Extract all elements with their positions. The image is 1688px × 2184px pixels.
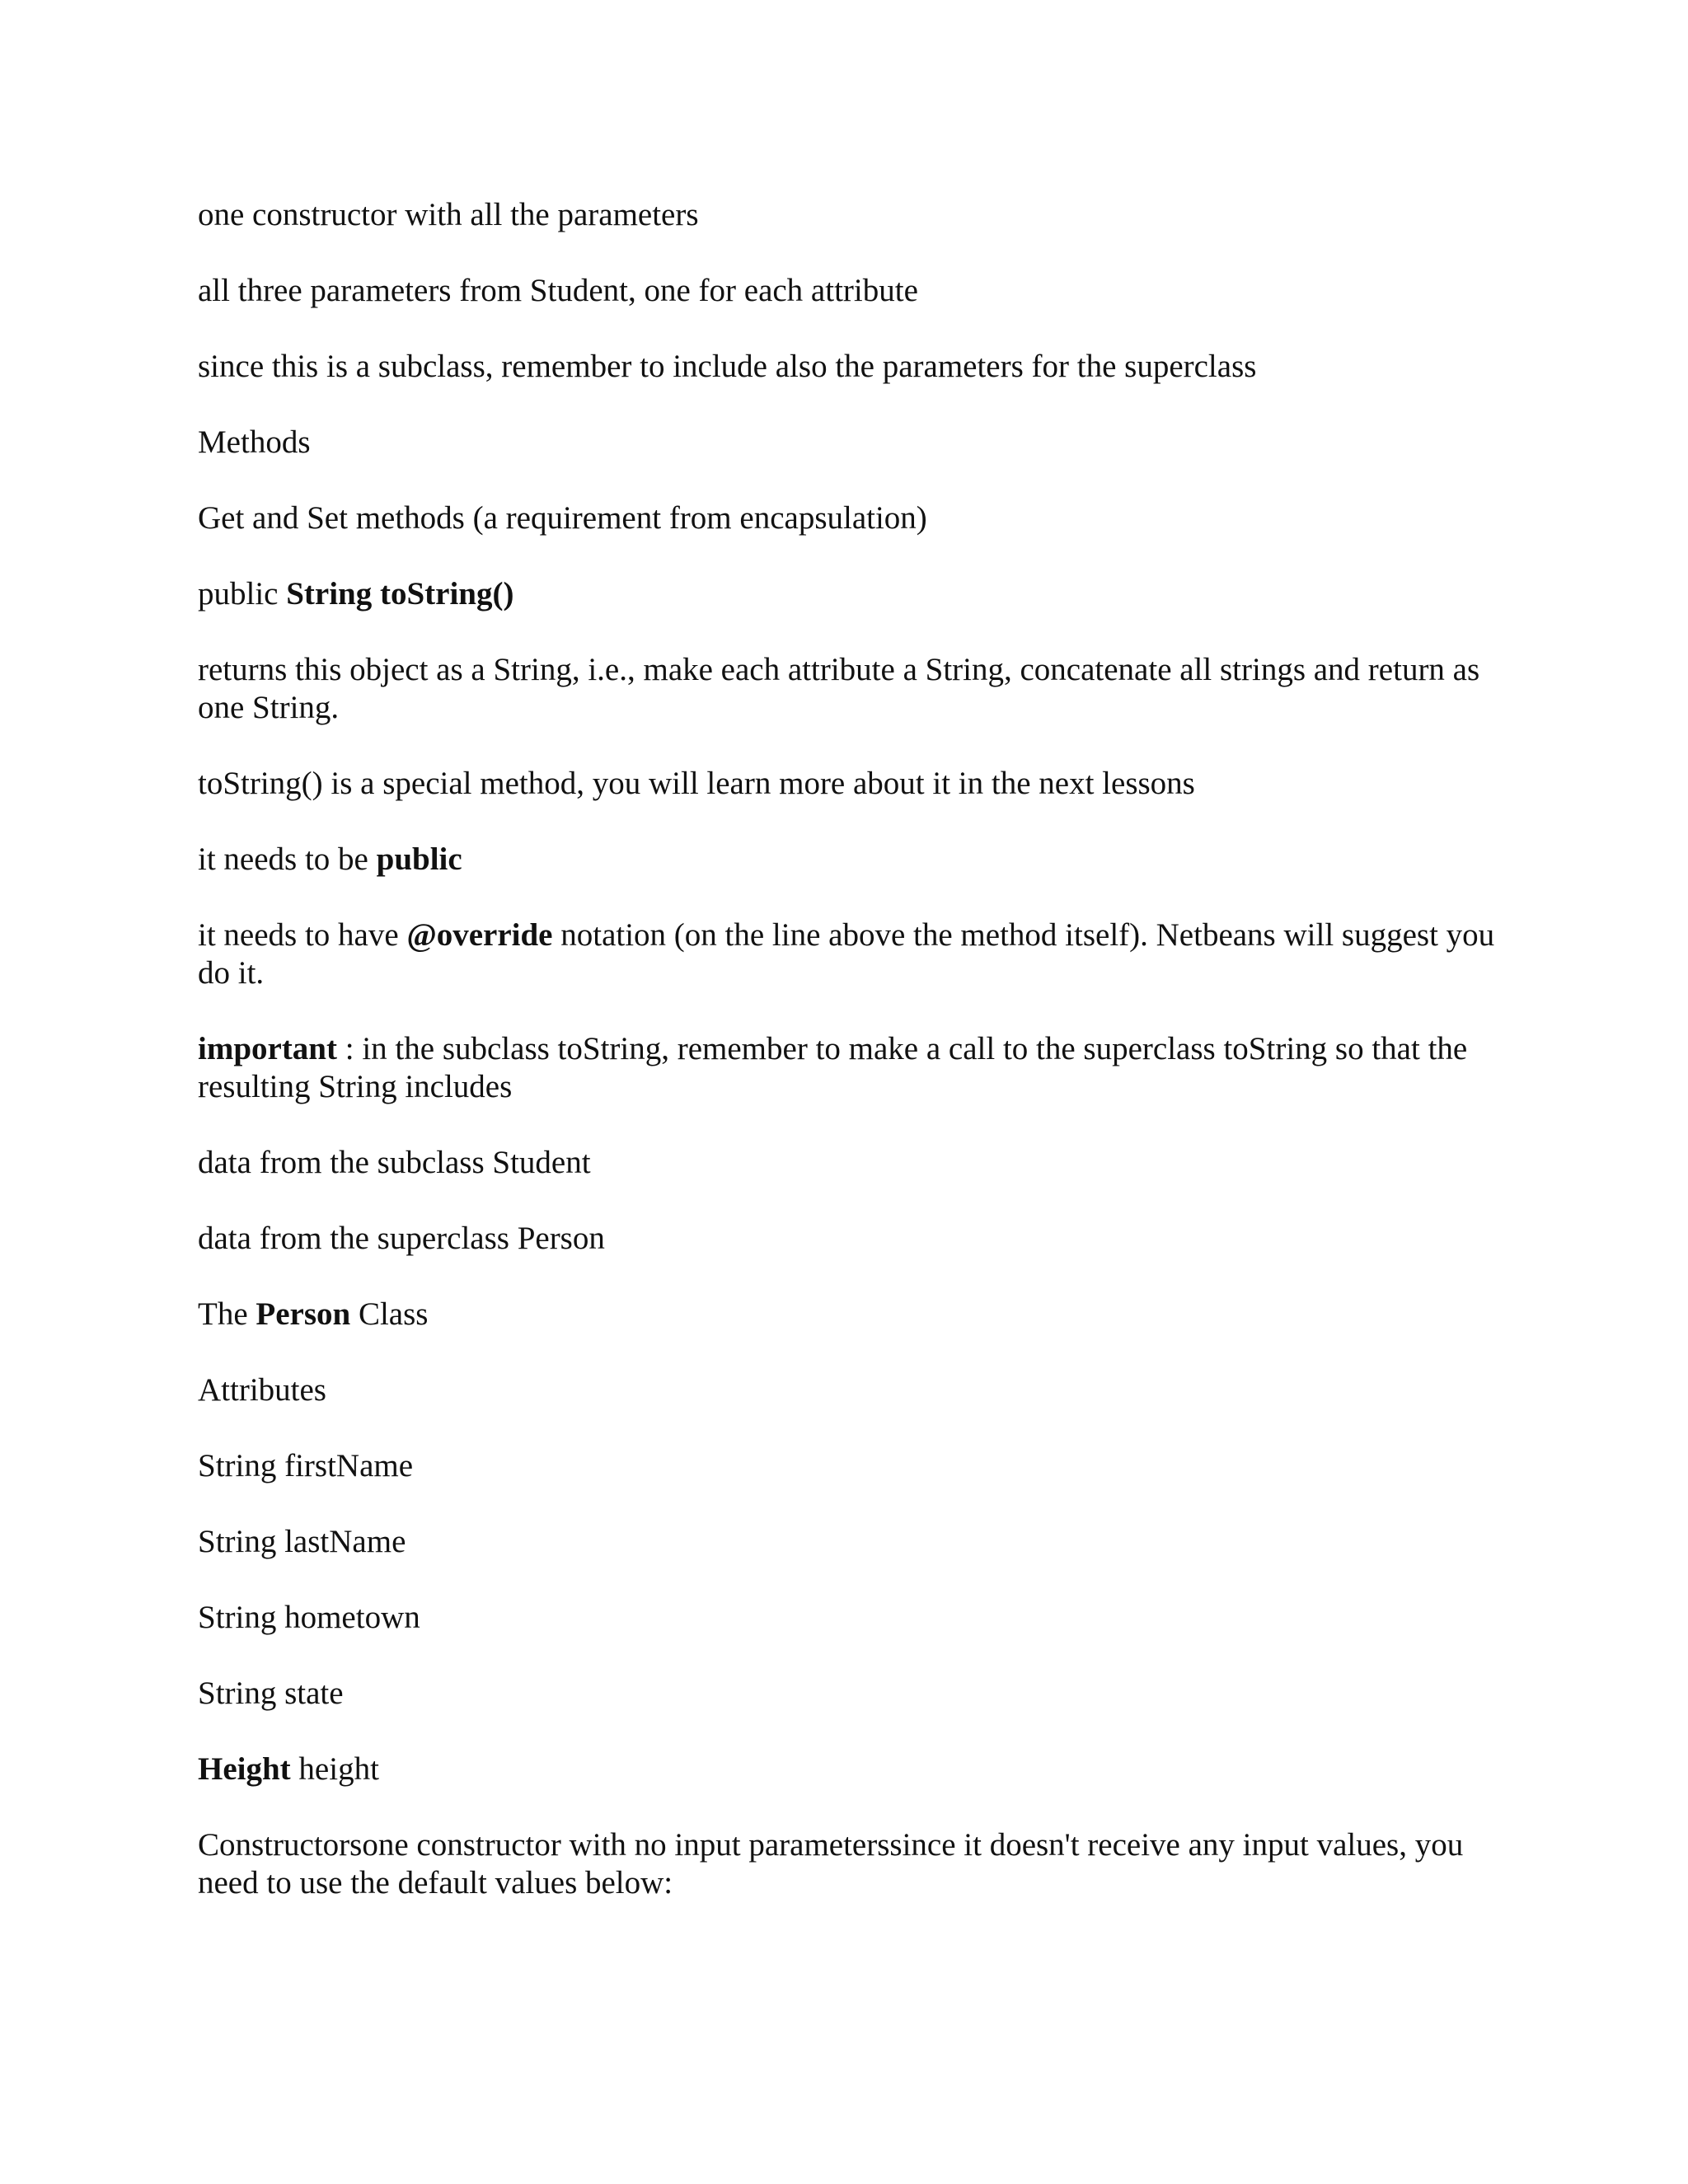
paragraph bbox=[198, 348, 1500, 386]
paragraph-text: data from the subclass Student bbox=[198, 1145, 591, 1180]
bold-text: important bbox=[198, 1031, 337, 1066]
paragraph bbox=[198, 1030, 1500, 1106]
paragraph-text: String state bbox=[198, 1675, 344, 1711]
paragraph bbox=[198, 765, 1500, 803]
paragraph bbox=[198, 272, 1500, 310]
attribute-item bbox=[198, 1447, 1500, 1485]
attribute-item bbox=[198, 1599, 1500, 1637]
paragraph-text: notation (on the line above the method itself). Netbeans will suggest you do it. bbox=[198, 917, 1495, 991]
attribute-item bbox=[198, 1523, 1500, 1561]
paragraph bbox=[198, 499, 1500, 537]
paragraph-text: it needs to have bbox=[198, 917, 407, 953]
paragraph-text: public bbox=[198, 576, 287, 612]
bold-text: public bbox=[376, 841, 462, 877]
paragraph-text: String lastName bbox=[198, 1524, 406, 1559]
paragraph bbox=[198, 1144, 1500, 1182]
paragraph-text: Attributes bbox=[198, 1372, 326, 1408]
paragraph-text: all three parameters from Student, one for each attribute bbox=[198, 273, 918, 308]
paragraph bbox=[198, 916, 1500, 992]
paragraph-text: String hometown bbox=[198, 1600, 420, 1635]
paragraph-text: Get and Set methods (a requirement from encapsulation) bbox=[198, 500, 927, 536]
paragraph-text: it needs to be bbox=[198, 841, 377, 877]
paragraph-text: since this is a subclass, remember to include also the parameters for the superclass bbox=[198, 349, 1257, 384]
section-heading-attributes bbox=[198, 1371, 1500, 1409]
paragraph-text: Constructorsone constructor with no input parameterssince it doesn't receive any input values, you need to use the default values below: bbox=[198, 1827, 1464, 1900]
paragraph bbox=[198, 841, 1500, 879]
bold-text: @override bbox=[406, 917, 553, 953]
paragraph-text: one constructor with all the parameters bbox=[198, 197, 699, 232]
document-body bbox=[198, 196, 1500, 1940]
attribute-item bbox=[198, 1750, 1500, 1788]
paragraph-text: height bbox=[290, 1751, 379, 1787]
paragraph bbox=[198, 1220, 1500, 1258]
paragraph bbox=[198, 651, 1500, 727]
section-heading-person-class bbox=[198, 1296, 1500, 1333]
paragraph-text: String firstName bbox=[198, 1448, 414, 1483]
paragraph-text: : in the subclass toString, remember to make a call to the superclass toString so that the resulting String includes bbox=[198, 1031, 1468, 1104]
paragraph bbox=[198, 1826, 1500, 1902]
paragraph-text: returns this object as a String, i.e., make each attribute a String, concatenate all strings and return as one String. bbox=[198, 652, 1480, 725]
paragraph-text: Class bbox=[350, 1296, 429, 1332]
paragraph bbox=[198, 575, 1500, 613]
attribute-item bbox=[198, 1675, 1500, 1713]
paragraph-text: data from the superclass Person bbox=[198, 1221, 605, 1256]
section-heading-methods bbox=[198, 424, 1500, 462]
bold-text: Height bbox=[198, 1751, 291, 1787]
paragraph bbox=[198, 196, 1500, 234]
paragraph-text: The bbox=[198, 1296, 256, 1332]
bold-text: String toString() bbox=[286, 576, 514, 612]
paragraph-text: toString() is a special method, you will learn more about it in the next lessons bbox=[198, 766, 1195, 801]
paragraph-text: Methods bbox=[198, 424, 311, 460]
bold-text: Person bbox=[256, 1296, 351, 1332]
